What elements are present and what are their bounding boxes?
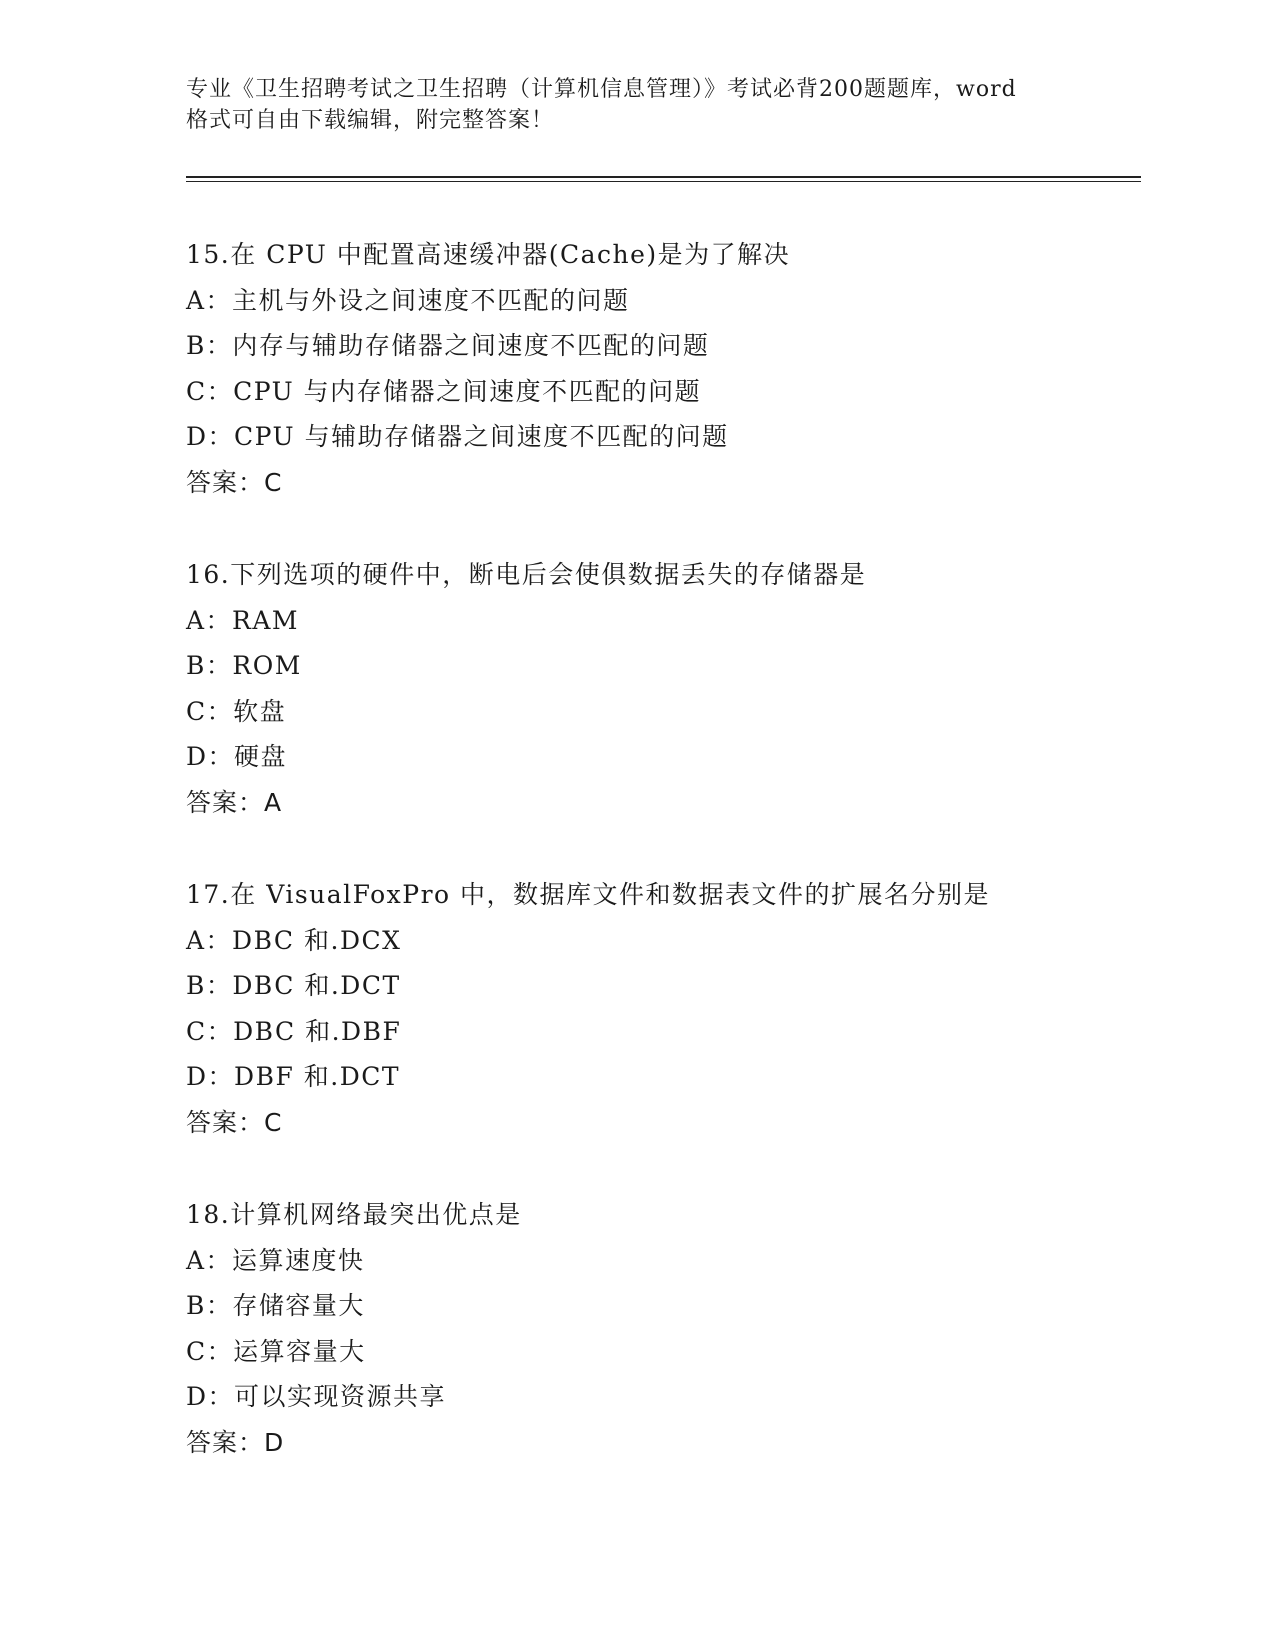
option-d: D：可以实现资源共享 [186,1382,447,1411]
question-stem: 17.在 VisualFoxPro 中，数据库文件和数据表文件的扩展名分别是 [186,880,991,909]
option-a: A：主机与外设之间速度不匹配的问题 [186,285,630,315]
answer-line: 答案：A [186,787,283,817]
option-b: B：内存与辅助存储器之间速度不匹配的问题 [186,331,710,360]
option-b: B：存储容量大 [186,1291,365,1320]
option-d: D：硬盘 [186,742,288,771]
question-stem: 15.在 CPU 中配置高速缓冲器(Cache)是为了解决 [186,240,791,269]
header-title-line-2: 格式可自由下载编辑，附完整答案！ [186,108,555,133]
option-c: C：运算容量大 [186,1336,366,1366]
option-b: B：ROM [186,651,302,680]
question-15 [186,232,1136,552]
answer-line: 答案：C [186,1107,283,1137]
question-18 [186,1192,1136,1512]
document-header [186,74,1086,136]
question-17 [186,872,1136,1192]
answer-line: 答案：D [186,1427,285,1457]
option-c: C：软盘 [186,696,287,726]
option-d: D：CPU 与辅助存储器之间速度不匹配的问题 [186,422,729,451]
option-a: A：DBC 和.DCX [186,925,402,955]
header-divider-thick [186,176,1141,178]
option-c: C：CPU 与内存储器之间速度不匹配的问题 [186,376,702,406]
option-c: C：DBC 和.DBF [186,1016,402,1046]
option-b: B：DBC 和.DCT [186,971,401,1000]
answer-line: 答案：C [186,467,283,497]
question-16 [186,552,1136,872]
question-stem: 18.计算机网络最突出优点是 [186,1200,522,1229]
header-divider-thin [186,181,1141,182]
option-d: D：DBF 和.DCT [186,1062,401,1091]
option-a: A：运算速度快 [186,1245,365,1275]
header-title-line-1: 专业《卫生招聘考试之卫生招聘（计算机信息管理）》考试必背200题题库，word [186,77,1017,102]
option-a: A：RAM [186,605,300,635]
question-stem: 16.下列选项的硬件中，断电后会使俱数据丢失的存储器是 [186,560,867,589]
question-list [186,232,1136,1512]
